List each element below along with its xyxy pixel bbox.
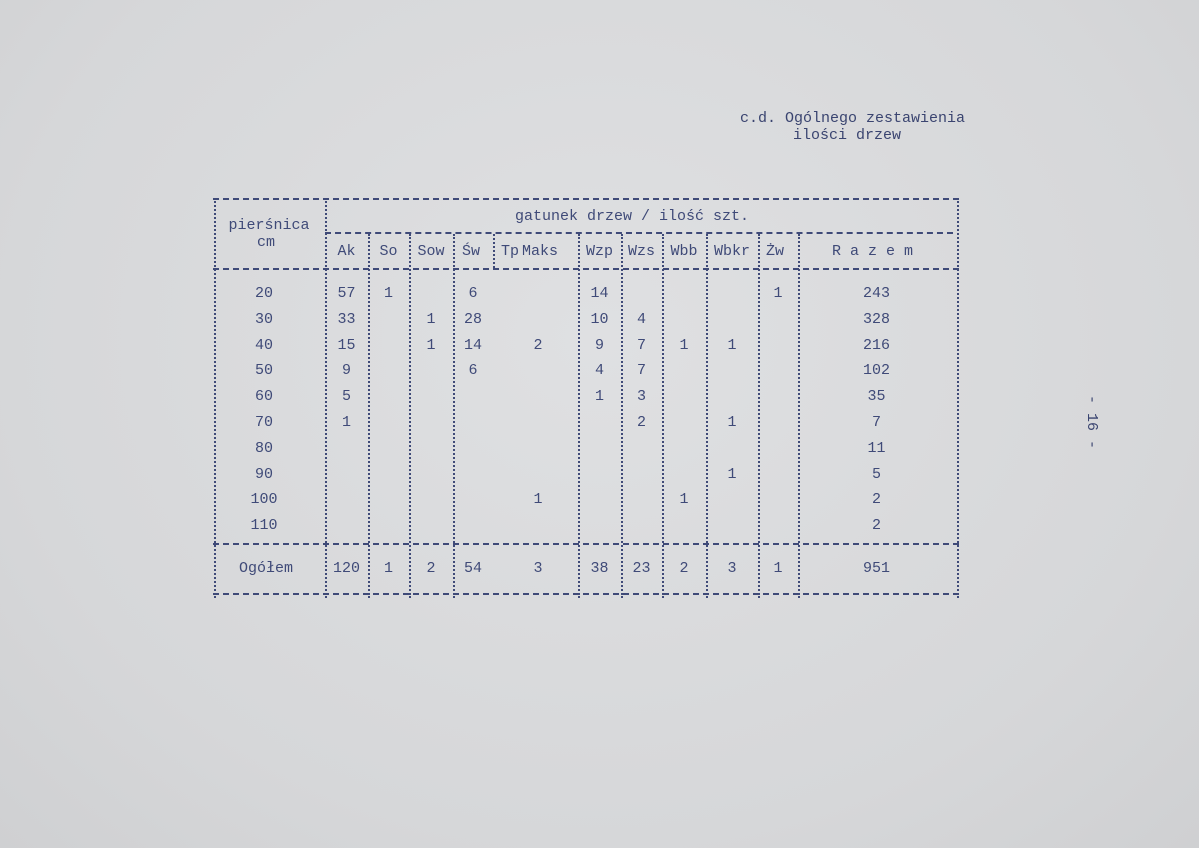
- species-count: 6: [468, 362, 478, 380]
- species-total: 120: [332, 560, 360, 577]
- row-total: 5: [871, 465, 881, 483]
- species-count: 4: [594, 362, 604, 380]
- document-header: [740, 110, 965, 144]
- species-count: 2: [636, 414, 646, 431]
- group-header: gatunek drzew / ilość szt.: [514, 208, 750, 225]
- species-header-Żw: Żw: [765, 243, 784, 260]
- species-total: 1: [773, 560, 783, 577]
- diameter-class: 40: [254, 336, 273, 354]
- tree-count-table: [213, 198, 959, 598]
- species-count: 7: [636, 362, 646, 380]
- species-header-Wzs: Wzs: [627, 243, 655, 260]
- species-count: 57: [337, 285, 356, 302]
- left-border: [214, 198, 216, 598]
- species-total: 54: [463, 560, 482, 577]
- row-total: 11: [867, 439, 886, 457]
- species-count: 3: [636, 388, 646, 406]
- diameter-class: 70: [254, 414, 273, 431]
- species-count: 9: [341, 362, 351, 380]
- species-count: 1: [426, 336, 436, 354]
- species-total: 3: [727, 560, 737, 577]
- species-count: 7: [636, 336, 646, 354]
- species-total: 2: [426, 560, 436, 577]
- diameter-class: 30: [254, 310, 273, 328]
- species-count: 1: [594, 388, 604, 406]
- species-count: 6: [468, 285, 478, 302]
- row-total: 243: [862, 285, 890, 302]
- species-count: 15: [337, 336, 356, 354]
- species-count: 14: [463, 336, 482, 354]
- razem-header: R a z e m: [831, 243, 913, 260]
- cm-header: cm: [256, 234, 275, 251]
- species-count: 9: [594, 336, 604, 354]
- header-line-2: ilości drzew: [793, 127, 902, 144]
- species-count: 1: [727, 414, 737, 431]
- diameter-class: 60: [254, 388, 273, 406]
- ogółem-label: Ogółem: [238, 560, 293, 577]
- diameter-class: 100: [250, 491, 278, 509]
- species-header-Tp: Tp: [500, 243, 519, 260]
- species-count: 14: [590, 285, 609, 302]
- col-divider: [409, 234, 411, 598]
- species-count: 1: [341, 414, 351, 431]
- species-count: 1: [727, 465, 737, 483]
- row-total: 7: [871, 414, 881, 431]
- diameter-class: 90: [254, 465, 273, 483]
- row-total: 2: [871, 517, 881, 535]
- species-count: 10: [590, 310, 609, 328]
- species-count: 1: [727, 336, 737, 354]
- species-total: 3: [533, 560, 543, 577]
- species-header-Św: Św: [461, 243, 480, 260]
- col-divider: [798, 234, 800, 598]
- species-count: 1: [679, 491, 689, 509]
- header-line-1: c.d. Ogólnego zestawienia: [740, 110, 966, 127]
- diameter-class: 50: [254, 362, 273, 380]
- species-total: 1: [383, 560, 393, 577]
- species-count: 1: [426, 310, 436, 328]
- species-count: 1: [773, 285, 783, 302]
- diameter-class: 110: [250, 517, 278, 535]
- right-border: [957, 198, 959, 598]
- species-header-Wbb: Wbb: [670, 243, 698, 260]
- page-number: - 16 -: [1083, 395, 1100, 450]
- group-header-rule: [325, 232, 953, 234]
- row-total: 35: [867, 388, 886, 406]
- species-count: 33: [337, 310, 356, 328]
- species-header-Sow: Sow: [417, 243, 445, 260]
- row-total: 2: [871, 491, 881, 509]
- col-divider: [706, 234, 708, 598]
- diameter-class: 80: [254, 439, 273, 457]
- species-header-Wzp: Wzp: [585, 243, 613, 260]
- species-header-Ak: Ak: [337, 243, 356, 260]
- pierśnica-header: pierśnica: [228, 217, 310, 234]
- species-header-So: So: [379, 243, 398, 260]
- species-header-Maks: Maks: [521, 243, 558, 260]
- species-count: 4: [636, 310, 646, 328]
- species-total: 38: [590, 560, 609, 577]
- species-count: 1: [533, 491, 543, 509]
- species-count: 28: [463, 310, 482, 328]
- species-total: 23: [632, 560, 651, 577]
- species-count: 5: [341, 388, 351, 406]
- row-total: 328: [862, 310, 890, 328]
- grand-total: 951: [862, 560, 890, 577]
- species-header-Wbkr: Wbkr: [713, 243, 750, 260]
- species-count: 2: [533, 336, 543, 354]
- col-divider: [662, 234, 664, 598]
- species-total: 2: [679, 560, 689, 577]
- species-count: 1: [679, 336, 689, 354]
- diameter-class: 20: [254, 285, 273, 302]
- row-total: 102: [862, 362, 890, 380]
- row-total: 216: [862, 336, 890, 354]
- species-count: 1: [383, 285, 393, 302]
